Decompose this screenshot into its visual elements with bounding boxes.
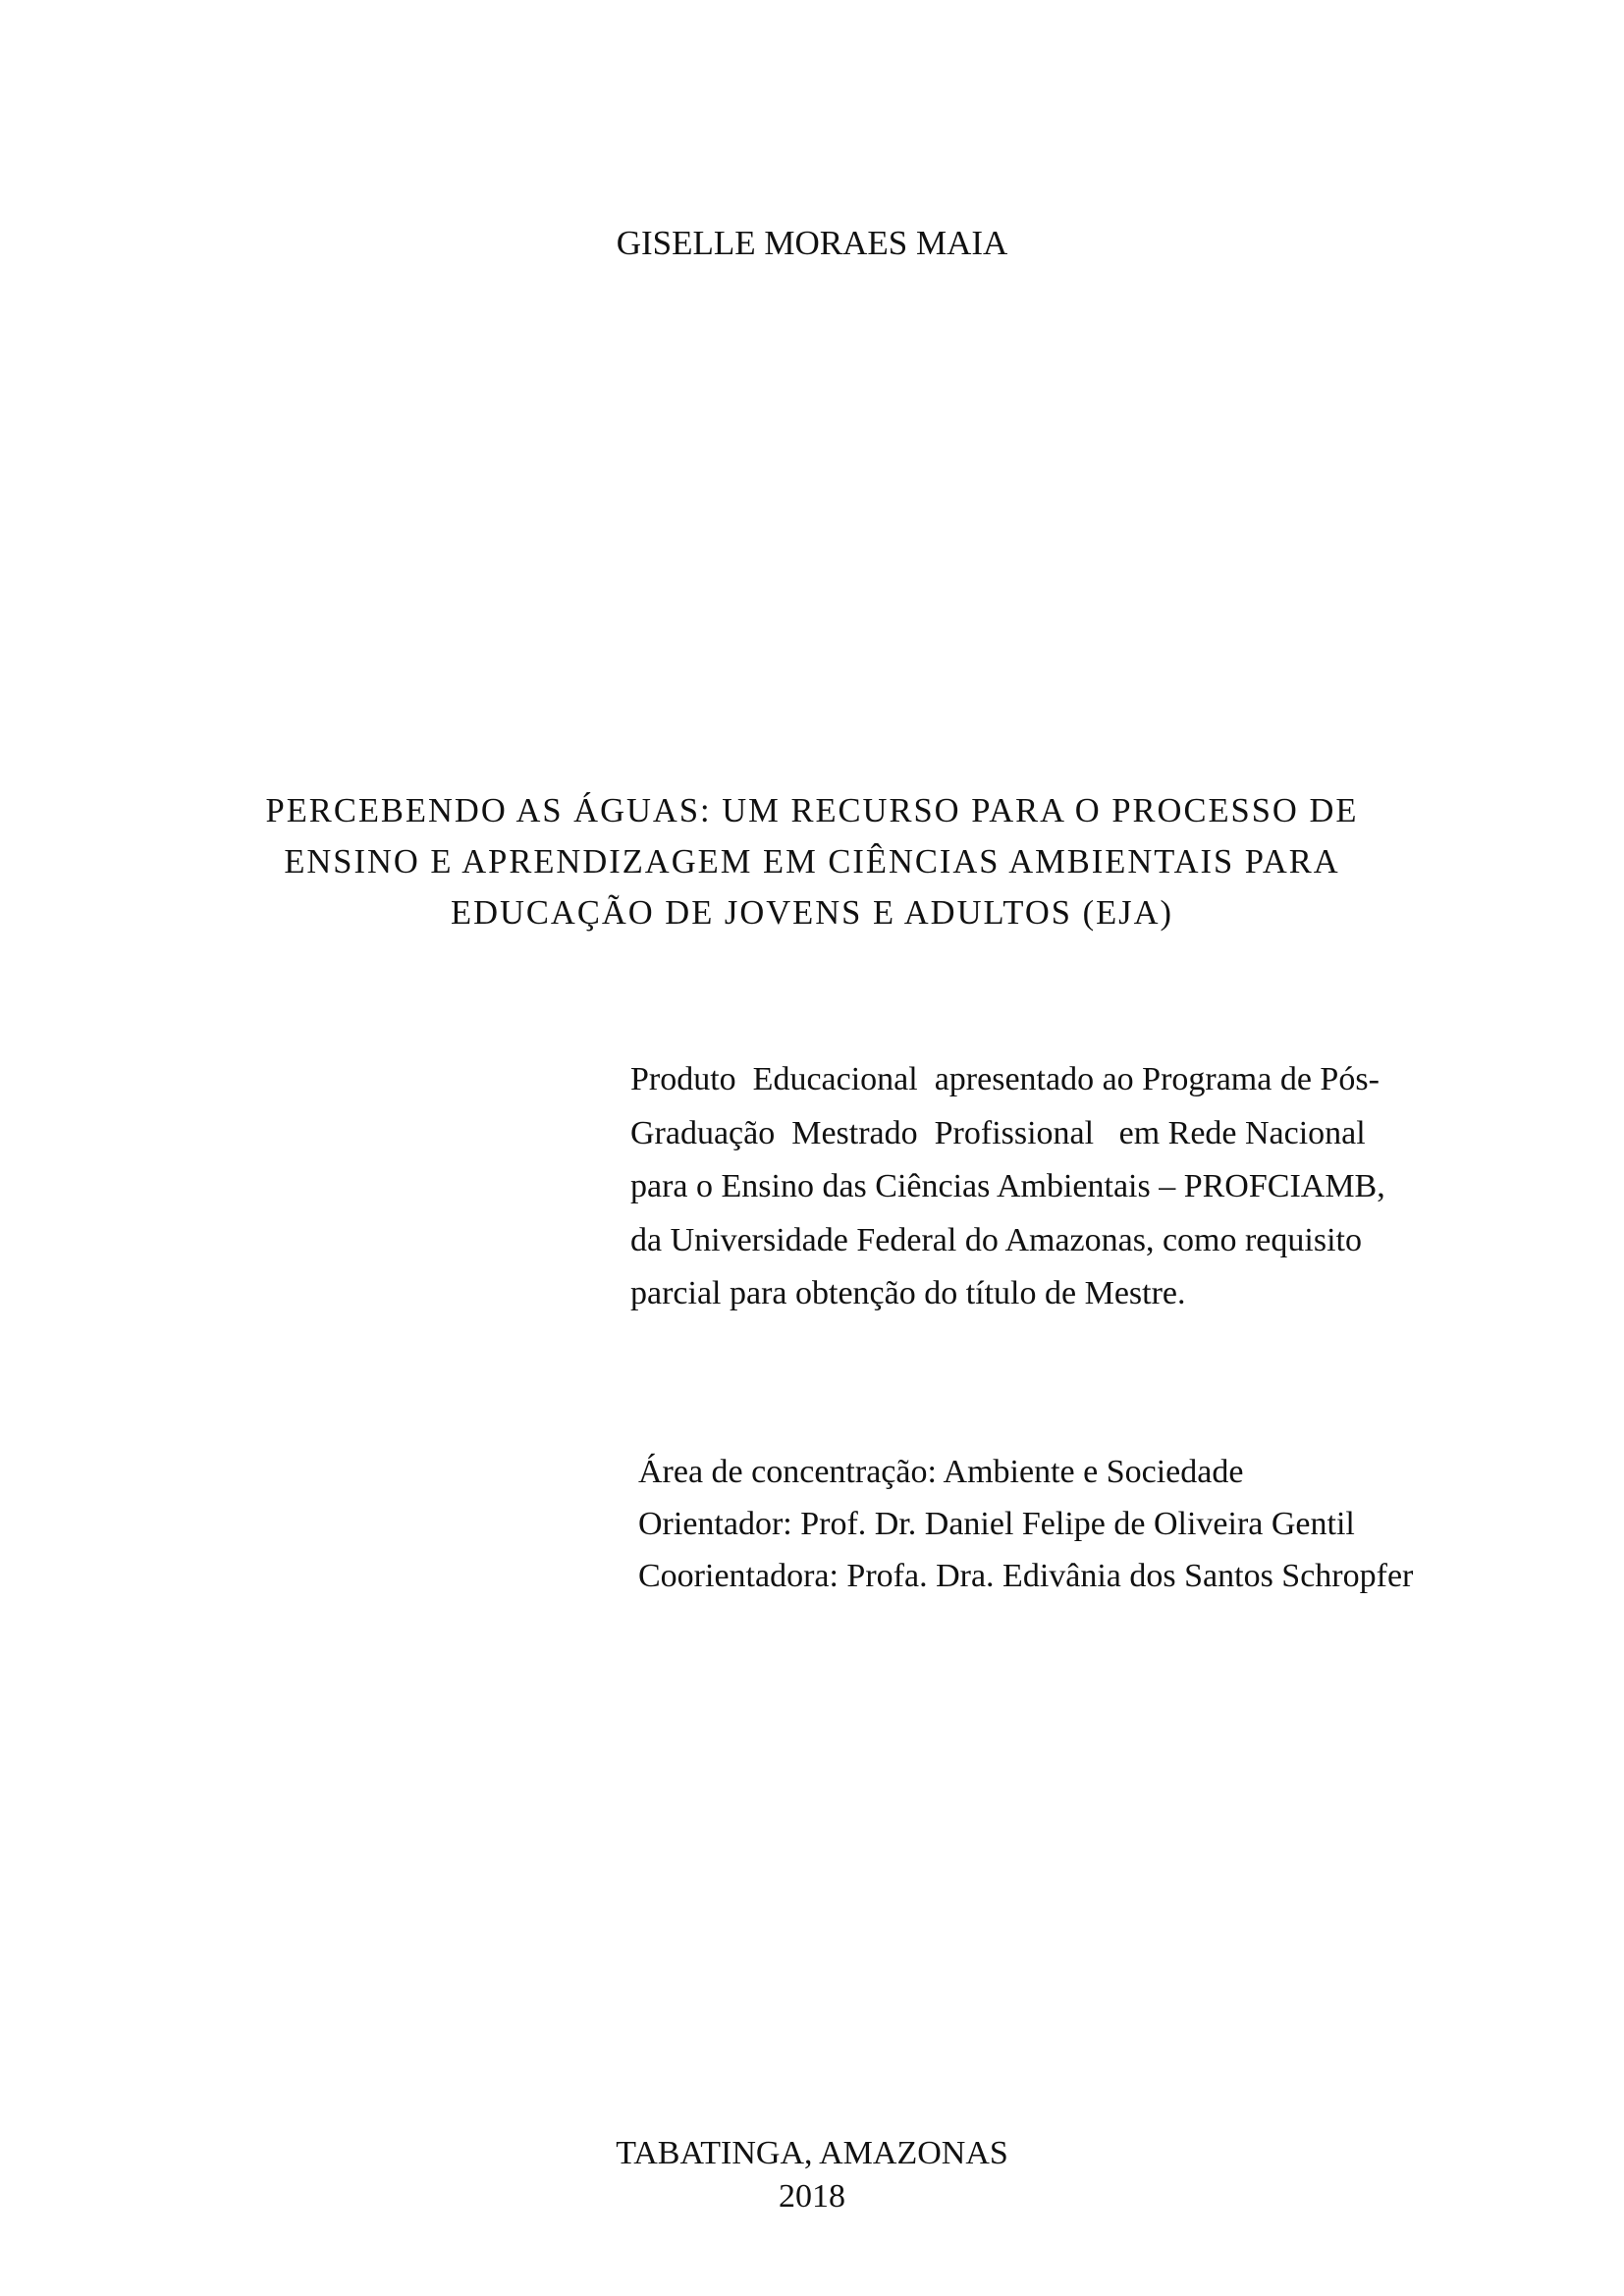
title-line: PERCEBENDO AS ÁGUAS: UM RECURSO PARA O PROCESSO DE [265, 792, 1359, 829]
description-line: parcial para obtenção do título de Mestre. [630, 1275, 1186, 1311]
author-name: GISELLE MORAES MAIA [616, 224, 1008, 262]
academic-details [638, 1446, 1522, 1602]
description-line: Produto Educacional apresentado ao Programa de Pós- [630, 1061, 1380, 1097]
concentration-area: Área de concentração: Ambiente e Sociedade [638, 1454, 1244, 1490]
advisor: Orientador: Prof. Dr. Daniel Felipe de Oliveira Gentil [638, 1506, 1355, 1542]
title-line: ENSINO E APRENDIZAGEM EM CIÊNCIAS AMBIENTAIS PARA [284, 843, 1340, 881]
document-title [196, 785, 1428, 938]
year: 2018 [779, 2178, 845, 2215]
title-line: EDUCAÇÃO DE JOVENS E ADULTOS (EJA) [451, 894, 1173, 932]
product-description [630, 1053, 1475, 1321]
footer [0, 2132, 1624, 2218]
description-line: Graduação Mestrado Profissional em Rede Nacional [630, 1114, 1366, 1151]
co-advisor: Coorientadora: Profa. Dra. Edivânia dos Santos Schropfer [638, 1558, 1414, 1594]
description-line: para o Ensino das Ciências Ambientais – PROFCIAMB, [630, 1168, 1385, 1204]
description-line: da Universidade Federal do Amazonas, como requisito [630, 1221, 1362, 1258]
location: TABATINGA, AMAZONAS [616, 2135, 1008, 2171]
